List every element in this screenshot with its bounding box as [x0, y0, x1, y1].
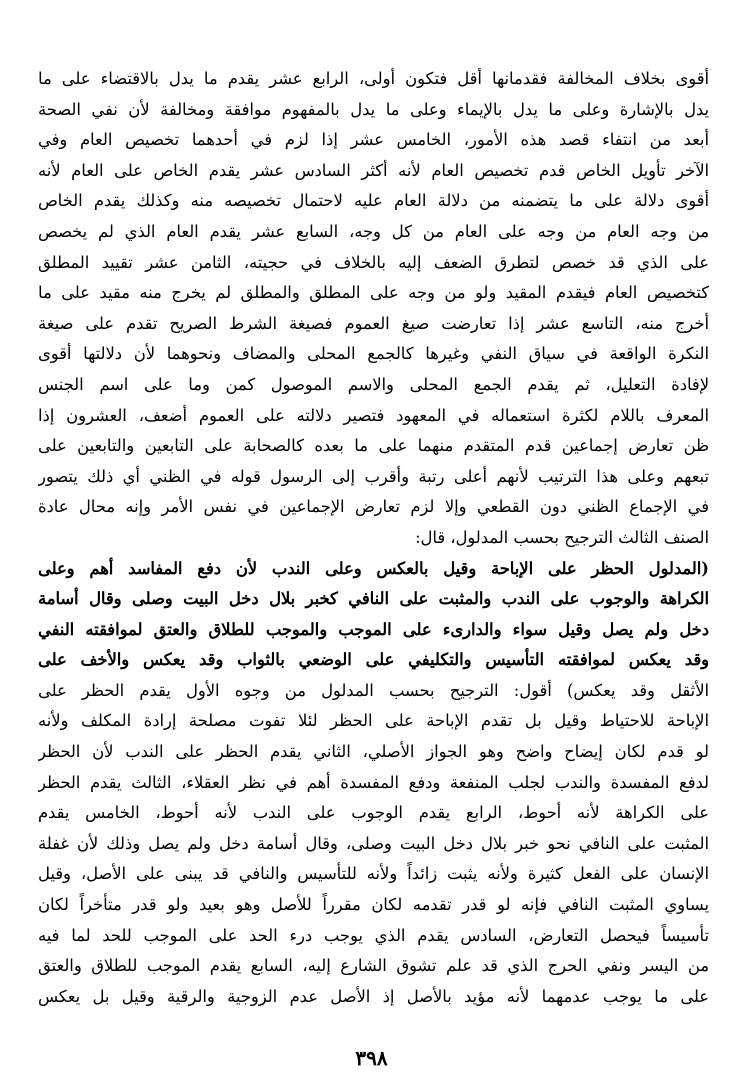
commentary-line-7: الإنسان على الفعل كثيرة ولأنه يثبت زائداً ولأنه للتأسيس والنافي قد يبنى على الأصل، وقيل [38, 864, 709, 884]
quoted-matn [38, 554, 709, 676]
text-line-11: لإفادة التعليل، ثم يقدم الجمع المحلى والاسم الموصول كمن وما على اسم الجنس [38, 374, 709, 394]
text-line-13: ظن تعارض إجماعين قدم المتقدم منهما على ما بعده كالصحابة على التابعين والتابعين على [38, 436, 709, 456]
commentary-line-11: على ما يوجب عدمهما لأنه مؤيد بالأصل إذ الأصل عدم الزوجية والرقية وقيل بل يعكس [38, 986, 709, 1006]
commentary-line-6: المثبت على النافي نحو خبر بلال دخل البيت وصلى، وقال أسامة دخل ولم يصل وذلك لأن غفلة [38, 833, 709, 853]
text-line-6: من وجه العام من وجه على العام من كل وجه، السابع عشر يقدم العام الذي لم يخصص [38, 221, 709, 241]
body-text [38, 64, 709, 554]
commentary-line-2: الإباحة للاحتياط وقيل بل تقدم الإباحة على الحظر لئلا تفوت مصلحة إرادة المكلف ولأنه [38, 711, 709, 731]
commentary-line-4: لدفع المفسدة والندب لجلب المنفعة ودفع المفسدة أهم في نظر العقلاء، الثالث يقدم الحظر [38, 772, 709, 792]
quote-line-3: دخل ولم يصل وقيل سواء والدارىء على الموجب والموجب للطلاق والعتق لموافقته النفي [38, 619, 709, 639]
text-line-16: الصنف الثالث الترجيح بحسب المدلول، قال: [415, 527, 709, 547]
commentary-line-1: الأثقل وقد يعكس) أقول: الترجيح بحسب المدلول من وجوه الأول يقدم الحظر على [38, 680, 709, 700]
commentary-text [38, 676, 709, 1013]
commentary-line-10: من اليسر ونفي الحرج الذي قد علم تشوق الشارع إليه، السابع يقدم الموجب للطلاق والعتق [38, 956, 709, 976]
text-line-14: تبعهم وعلى هذا الترتيب لأنهم أعلى رتبة وأقرب إلى الرسول قوله في الظني أي ذلك يتصور [38, 466, 709, 486]
text-line-8: كتخصيص العام فيقدم المقيد ولو من وجه على المطلق والمطلق لم يخرج منه مقيد على ما [38, 283, 709, 303]
commentary-line-8: يساوي المثبت النافي فإنه لو قدر تقدمه لكان مقرراً للأصل وهو بعيد ولو قدر متأخراً لكان [38, 895, 709, 915]
text-line-15: في الإجماع الظني دون القطعي وإلا لزم تعارض الإجماعين في نفس الأمر وإنه محال عادة [38, 497, 709, 517]
text-line-7: على الذي قد خصص لتطرق الضعف إليه بالخلاف في حجيته، الثامن عشر تقييد المطلق [38, 252, 709, 272]
text-line-10: النكرة الواقعة في سياق النفي وغيرها كالجمع المحلى والمضاف ونحوهما لأن دلالتها أقوى [38, 344, 709, 364]
commentary-line-5: على الكراهة لأنه أحوط، الرابع يقدم الوجوب على الندب لأنه أحوط، الخامس يقدم [38, 803, 709, 823]
text-line-9: أخرج منه، التاسع عشر إذا تعارضت صيغ العموم فصيغة الشرط الصريح تقدم على صيغة [38, 313, 709, 333]
text-line-12: المعرف باللام لكثرة استعماله في المعهود فتصير دلالته على العموم أضعف، العشرون إذا [38, 405, 709, 425]
commentary-line-3: لو قدم لكان إيضاح واضح وهو الجواز الأصلي، الثاني يقدم الحظر على الندب لأن الحظر [38, 742, 709, 762]
text-line-3: أبعد من انتفاء قصد هذه الأمور، الخامس عشر إذا لزم في أحدهما تخصيص العام وفي [38, 130, 709, 150]
text-line-1: أقوى بخلاف المخالفة فقدمانها أقل فتكون أولى، الرابع عشر يقدم ما يدل بالاقتضاء على ما [38, 69, 709, 88]
text-line-4: الآخر تأويل الخاص قدم تخصيص العام لأنه أكثر السادس عشر يقدم الخاص على العام لأنه [38, 160, 709, 180]
quote-line-4: وقد يعكس لموافقته التأسيس والتكليفي على الوضعي بالثواب وقد يعكس والأخف على [38, 650, 709, 670]
commentary-line-9: تأسيساً فيحصل التعارض، السادس يقدم الذي يوجب درء الحد على الموجب للحد لما فيه [38, 925, 709, 945]
quote-line-1: (المدلول الحظر على الإباحة وقيل بالعكس وعلى الندب لأن دفع المفاسد أهم وعلى [38, 558, 709, 578]
text-line-2: يدل بالإشارة وعلى ما يدل بالإيماء وعلى ما يدل بالمفهوم موافقة ومخالفة لأن نفي الصحة [38, 99, 709, 119]
page-number: ٣٩٨ [355, 1046, 388, 1070]
text-line-5: أقوى دلالة على ما يتضمنه من دلالة العام عليه لاحتمال تخصيصه منه وكذلك يقدم الخاص [38, 191, 709, 211]
quote-line-2: الكراهة والوجوب على الندب والمثبت على النافي كخبر بلال دخل البيت وصلى وقال أسامة [38, 589, 709, 609]
